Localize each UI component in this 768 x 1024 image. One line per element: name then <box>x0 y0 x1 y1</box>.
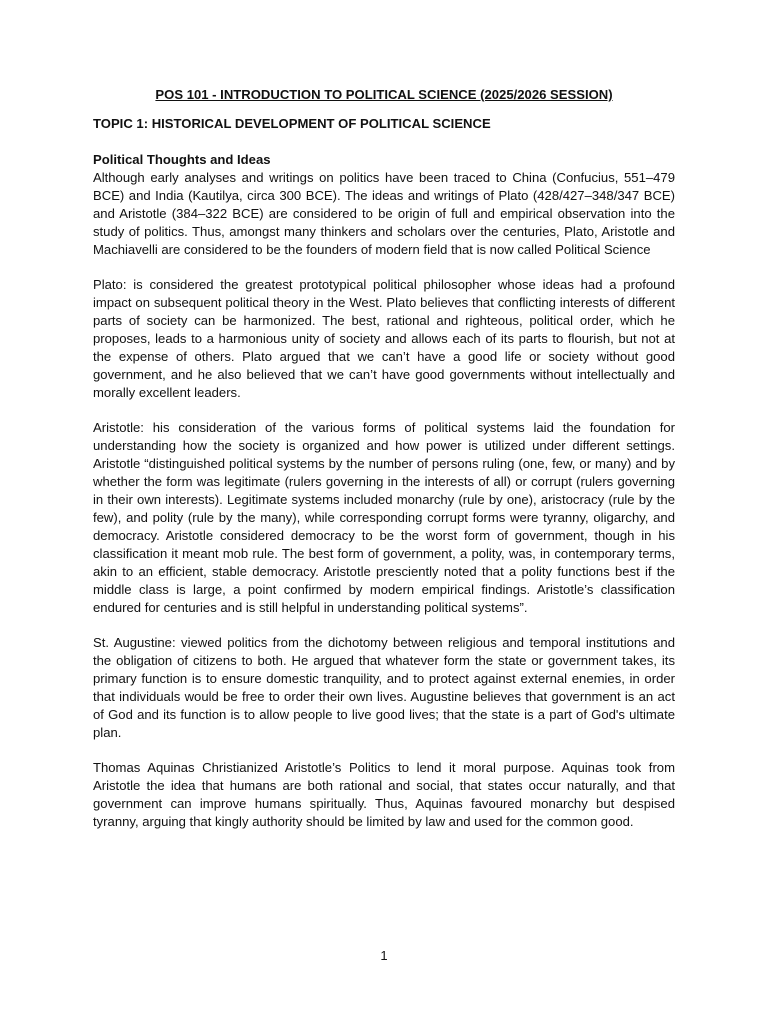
paragraph-aristotle: Aristotle: his consideration of the various forms of political systems laid the foundation for understanding how the society is organized and how power is utilized under different settings. Aristotle “distinguished political systems by the number of persons ruling (one, few, or many) and by whether the form was legitimate (rulers governing in the interests of all) or corrupt (rulers governing in their own interests). Legitimate systems included monarchy (rule by one), aristocracy (rule by the few), and polity (rule by the many), while corresponding corrupt forms were tyranny, oligarchy, and democracy. Aristotle considered democracy to be the worst form of government, though in his classification it meant mob rule. The best form of government, a polity, was, in contemporary terms, akin to an efficient, stable democracy. Aristotle presciently noted that a polity functions best if the middle class is large, a point confirmed by modern empirical findings. Aristotle’s classification endured for centuries and is still helpful in understanding political systems”. <box>93 420 675 615</box>
topic-heading: TOPIC 1: HISTORICAL DEVELOPMENT OF POLITICAL SCIENCE <box>93 116 491 131</box>
document-body <box>93 86 675 848</box>
paragraph-aquinas: Thomas Aquinas Christianized Aristotle’s Politics to lend it moral purpose. Aquinas took from Aristotle the idea that humans are both rational and social, that states occur naturally, and that government can improve humans spiritually. Thus, Aquinas favoured monarchy but despised tyranny, arguing that kingly authority should be limited by law and used for the common good. <box>93 760 675 829</box>
page-number: 1 <box>380 948 388 963</box>
paragraph-plato: Plato: is considered the greatest prototypical political philosopher whose ideas had a profound impact on subsequent political theory in the West. Plato believes that conflicting interests of different parts of society can be harmonized. The best, rational and righteous, political order, which he proposes, leads to a harmonious unity of society and allows each of its parts to flourish, but not at the expense of others. Plato argued that we can’t have a good life or society without good government, and he also believed that we can’t have good governments without intellectually and morally excellent leaders. <box>93 277 675 400</box>
document-title: POS 101 - INTRODUCTION TO POLITICAL SCIENCE (2025/2026 SESSION) <box>155 87 613 102</box>
paragraph-intro: Although early analyses and writings on politics have been traced to China (Confucius, 551–479 BCE) and India (Kautilya, circa 300 BCE). The ideas and writings of Plato (428/427–348/347 BCE) and Aristotle (384–322 BCE) are considered to be origin of full and empirical observation into the study of politics. Thus, amongst many thinkers and scholars over the centuries, Plato, Aristotle and Machiavelli are considered to be the founders of modern field that is now called Political Science <box>93 170 675 257</box>
paragraph-augustine: St. Augustine: viewed politics from the dichotomy between religious and temporal institutions and the obligation of citizens to both. He argued that whatever form the state or government takes, its primary function is to ensure domestic tranquility, and to protect against external enemies, in order that individuals would be free to order their own lives. Augustine believes that government is an act of God and its function is to allow people to live good lives; that the state is a part of God's ultimate plan. <box>93 635 675 740</box>
section-heading: Political Thoughts and Ideas <box>93 152 271 167</box>
